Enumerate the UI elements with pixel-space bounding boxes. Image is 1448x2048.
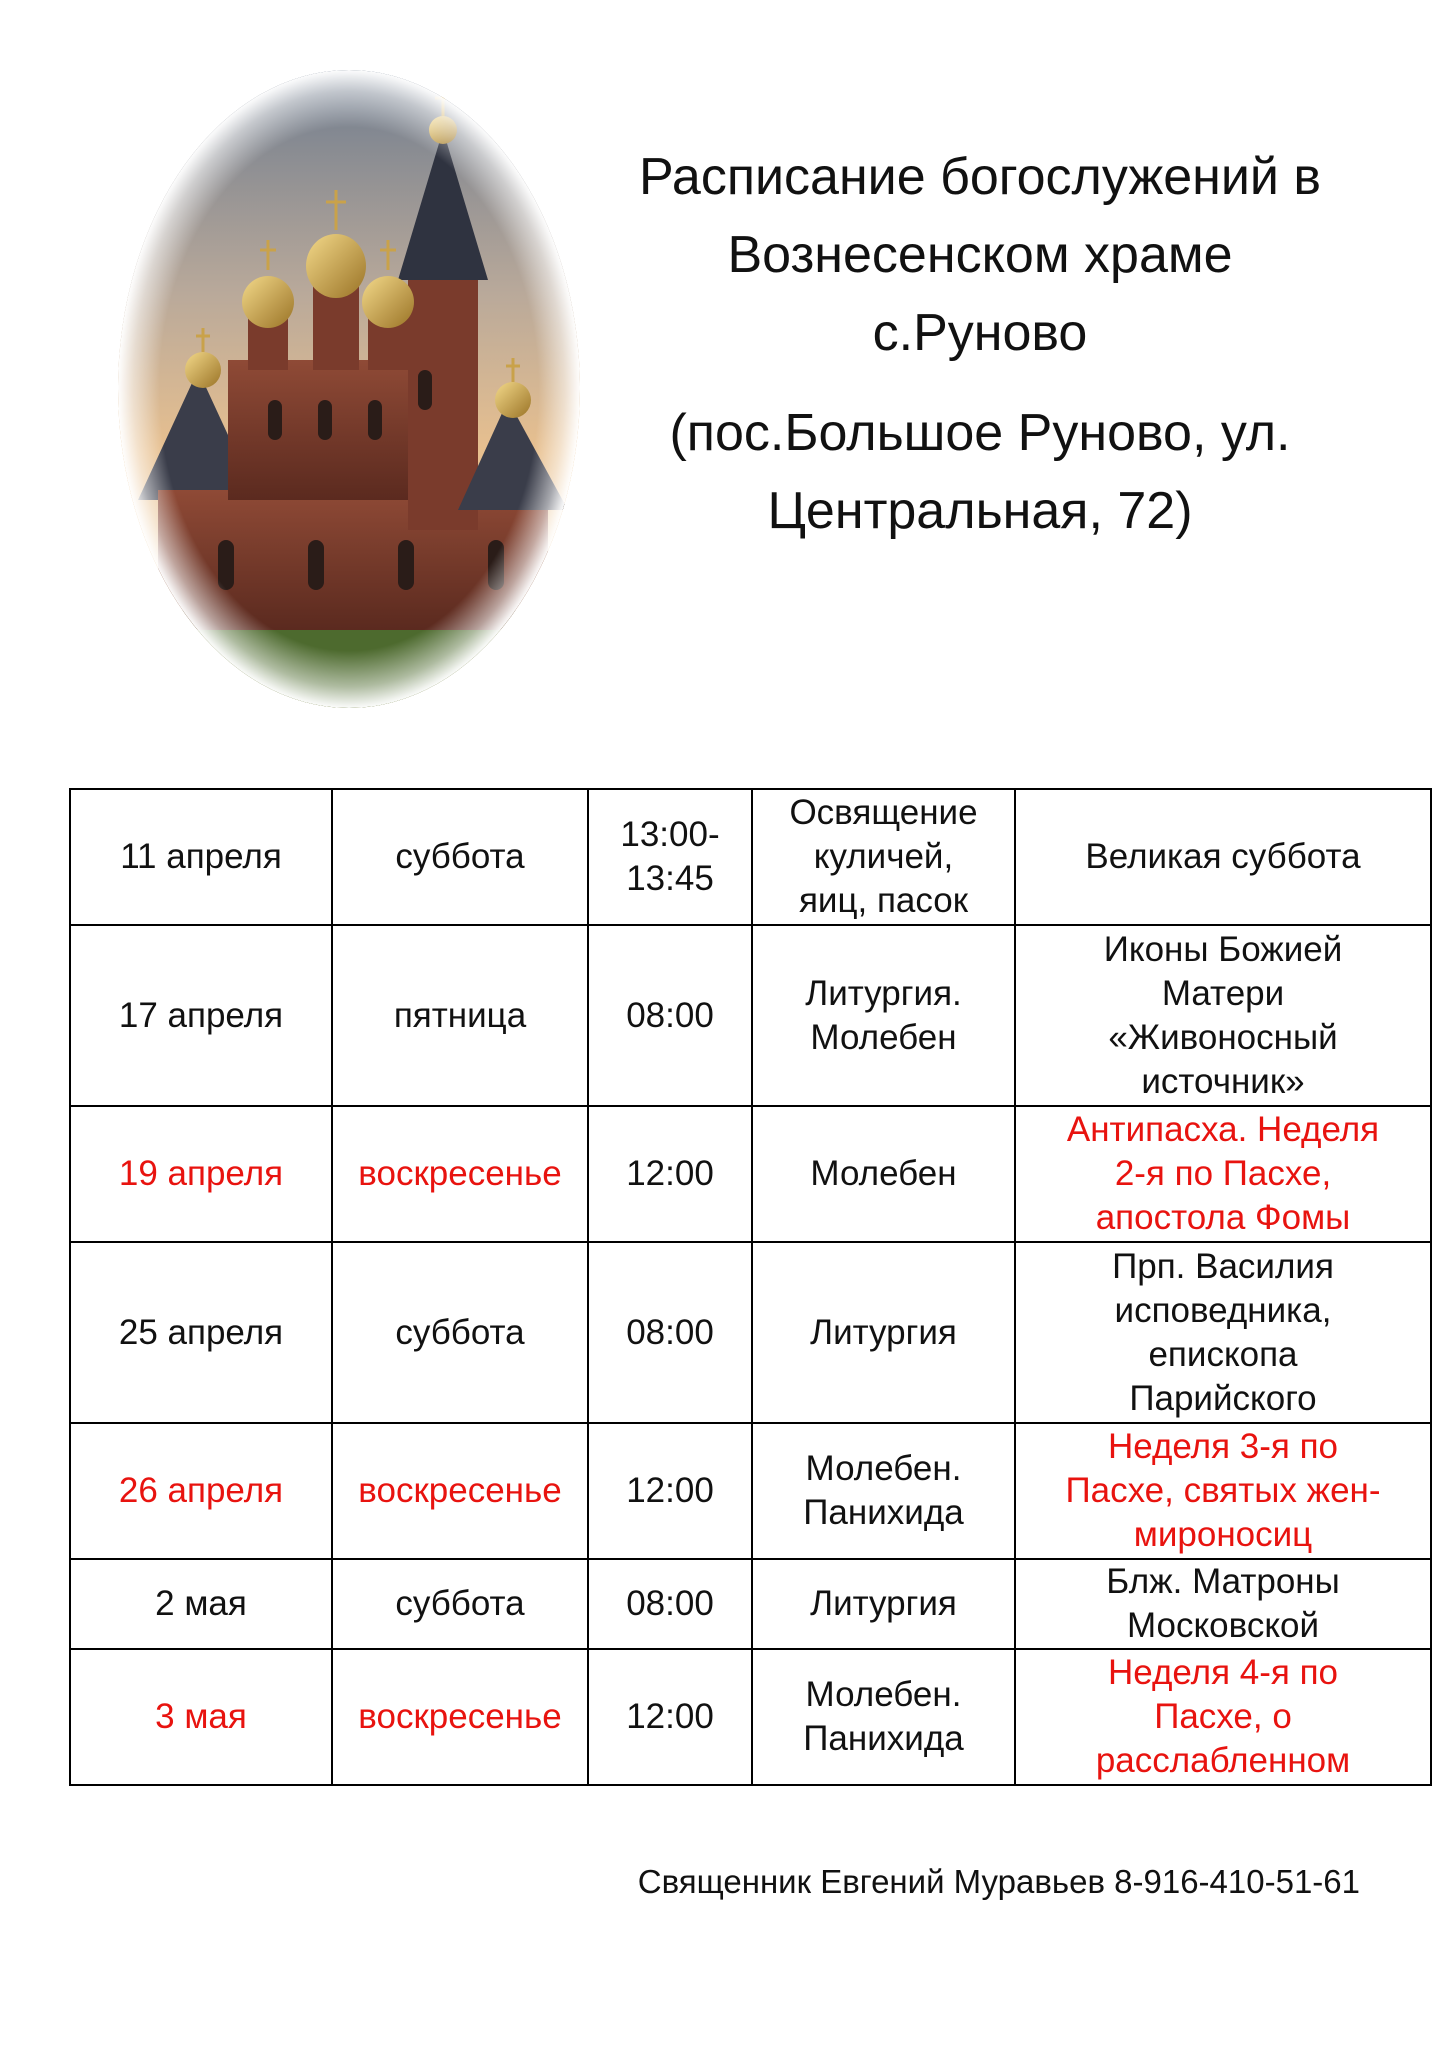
time-cell-line: 08:00 bbox=[626, 995, 714, 1035]
time-cell bbox=[588, 1106, 752, 1242]
date-cell: 2 мая bbox=[70, 1559, 332, 1649]
page-title bbox=[560, 138, 1400, 372]
weekday-cell: суббота bbox=[332, 789, 588, 925]
church-illustration bbox=[118, 70, 580, 708]
service-cell-line: куличей, bbox=[813, 837, 954, 876]
feast-cell bbox=[1015, 1106, 1431, 1242]
feast-cell-line: апостола Фомы bbox=[1095, 1198, 1351, 1237]
address-line: (пос.Большое Руново, ул. bbox=[669, 404, 1291, 462]
feast-cell bbox=[1015, 1242, 1431, 1423]
schedule-row bbox=[70, 1559, 1431, 1649]
title-line: Расписание богослужений в bbox=[638, 148, 1322, 206]
weekday-cell: суббота bbox=[332, 1242, 588, 1423]
feast-cell-line: «Живоносный bbox=[1108, 1017, 1338, 1057]
time-cell-line: 13:00- bbox=[620, 815, 720, 854]
service-cell-line: Молебен. bbox=[805, 1449, 962, 1488]
feast-cell-line: исповедника, bbox=[1114, 1290, 1332, 1330]
title-line: Вознесенском храме bbox=[727, 226, 1233, 284]
service-cell-line: Молебен bbox=[810, 1017, 957, 1057]
service-cell-line: Панихида bbox=[803, 1719, 964, 1758]
feast-cell-line: епископа bbox=[1148, 1334, 1298, 1374]
service-cell-line: Литургия bbox=[810, 1312, 957, 1352]
time-cell bbox=[588, 925, 752, 1106]
service-cell-line: Освящение bbox=[789, 793, 978, 832]
time-cell-line: 08:00 bbox=[626, 1312, 714, 1352]
date-cell: 17 апреля bbox=[70, 925, 332, 1106]
time-cell bbox=[588, 1649, 752, 1785]
time-cell bbox=[588, 789, 752, 925]
service-cell-line: Молебен bbox=[810, 1154, 957, 1193]
feast-cell bbox=[1015, 1423, 1431, 1559]
feast-cell-line: Блж. Матроны bbox=[1106, 1562, 1340, 1601]
feast-cell-line: Московской bbox=[1126, 1606, 1320, 1645]
time-cell bbox=[588, 1559, 752, 1649]
feast-cell-line: Прп. Василия bbox=[1112, 1246, 1334, 1286]
time-cell-line: 12:00 bbox=[626, 1697, 714, 1736]
feast-cell-line: Пасхе, святых жен- bbox=[1065, 1471, 1381, 1510]
address-line: Центральная, 72) bbox=[767, 482, 1193, 540]
feast-cell bbox=[1015, 789, 1431, 925]
feast-cell bbox=[1015, 925, 1431, 1106]
service-cell bbox=[752, 1242, 1015, 1423]
schedule-row bbox=[70, 1106, 1431, 1242]
feast-cell-line: Парийского bbox=[1129, 1378, 1317, 1418]
priest-signature: Священник Евгений Муравьев 8-916-410-51-61 bbox=[637, 1863, 1360, 1900]
feast-cell bbox=[1015, 1559, 1431, 1649]
time-cell-line: 12:00 bbox=[626, 1154, 714, 1193]
feast-cell bbox=[1015, 1649, 1431, 1785]
feast-cell-line: мироносиц bbox=[1133, 1515, 1313, 1554]
address bbox=[560, 394, 1400, 550]
feast-cell-line: источник» bbox=[1141, 1061, 1305, 1101]
date-cell: 26 апреля bbox=[70, 1423, 332, 1559]
feast-cell-line: Великая суббота bbox=[1085, 837, 1361, 876]
date-cell: 3 мая bbox=[70, 1649, 332, 1785]
service-cell bbox=[752, 789, 1015, 925]
service-cell-line: яиц, пасок bbox=[798, 881, 969, 920]
feast-cell-line: Пасхе, о bbox=[1154, 1697, 1292, 1736]
service-cell bbox=[752, 1423, 1015, 1559]
schedule-row bbox=[70, 925, 1431, 1106]
service-cell bbox=[752, 1559, 1015, 1649]
feast-cell-line: Неделя 4-я по bbox=[1107, 1653, 1338, 1692]
time-cell-line: 13:45 bbox=[626, 859, 714, 898]
date-cell: 11 апреля bbox=[70, 789, 332, 925]
date-cell: 25 апреля bbox=[70, 1242, 332, 1423]
date-cell: 19 апреля bbox=[70, 1106, 332, 1242]
schedule-row bbox=[70, 1649, 1431, 1785]
feast-cell-line: расслабленном bbox=[1095, 1741, 1351, 1780]
weekday-cell: воскресенье bbox=[332, 1106, 588, 1242]
feast-cell-line: Неделя 3-я по bbox=[1107, 1427, 1338, 1466]
schedule-table bbox=[69, 788, 1432, 1786]
feast-cell-line: Антипасха. Неделя bbox=[1066, 1110, 1380, 1149]
service-cell bbox=[752, 925, 1015, 1106]
time-cell bbox=[588, 1242, 752, 1423]
time-cell-line: 12:00 bbox=[626, 1471, 714, 1510]
time-cell-line: 08:00 bbox=[626, 1584, 714, 1623]
schedule-row bbox=[70, 789, 1431, 925]
service-cell bbox=[752, 1106, 1015, 1242]
time-cell bbox=[588, 1423, 752, 1559]
weekday-cell: воскресенье bbox=[332, 1649, 588, 1785]
weekday-cell: пятница bbox=[332, 925, 588, 1106]
church-photo bbox=[118, 70, 580, 708]
service-cell bbox=[752, 1649, 1015, 1785]
feast-cell-line: Иконы Божией bbox=[1103, 929, 1343, 969]
service-cell-line: Литургия bbox=[810, 1584, 957, 1623]
feast-cell-line: 2-я по Пасхе, bbox=[1114, 1154, 1332, 1193]
feast-cell-line: Матери bbox=[1161, 973, 1285, 1013]
title-line: с.Руново bbox=[872, 304, 1088, 362]
schedule-body bbox=[70, 789, 1431, 1785]
schedule-row bbox=[70, 1242, 1431, 1423]
service-cell-line: Молебен. bbox=[805, 1675, 962, 1714]
weekday-cell: суббота bbox=[332, 1559, 588, 1649]
weekday-cell: воскресенье bbox=[332, 1423, 588, 1559]
service-cell-line: Панихида bbox=[803, 1493, 964, 1532]
service-cell-line: Литургия. bbox=[805, 973, 962, 1013]
schedule-row bbox=[70, 1423, 1431, 1559]
